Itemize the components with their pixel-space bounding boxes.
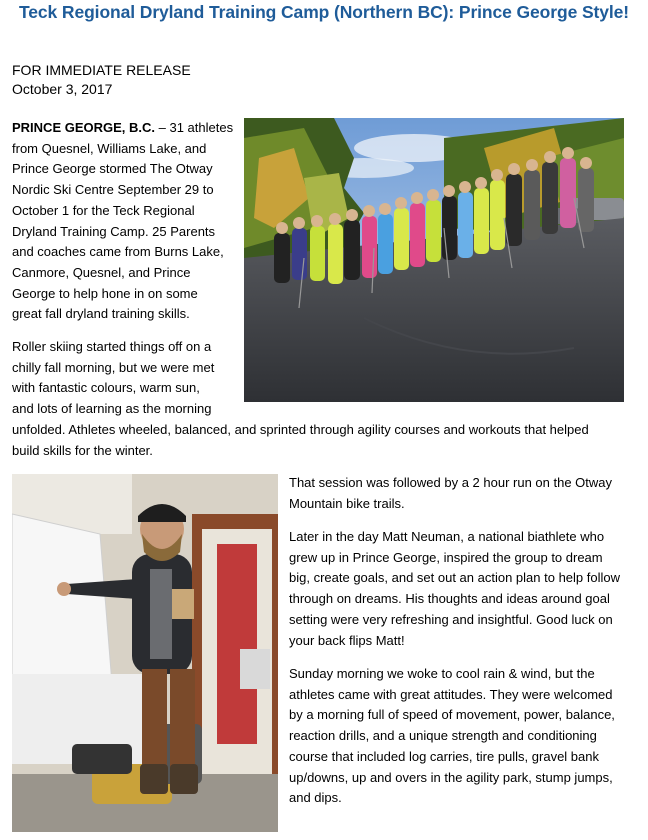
paragraph-line: build skills for the winter. — [12, 442, 153, 458]
paragraph-line: and lots of learning as the morning — [12, 401, 212, 417]
paragraph-line: course that included log carries, tire pulls, gravel bank — [289, 748, 599, 764]
paragraph-line: big, create goals, and set out an action plan to help follow — [289, 570, 620, 586]
paragraph-line: Nordic Ski Centre September 29 to — [12, 182, 214, 198]
paragraph-line: from Quesnel, Williams Lake, and — [12, 140, 207, 156]
paragraph-line: Prince George stormed The Otway — [12, 161, 213, 177]
paragraph-line: setting were very refreshing and insightful. Good luck on — [289, 611, 613, 627]
paragraph-line: your back flips Matt! — [289, 632, 405, 648]
paragraph-line: and dips. — [289, 790, 342, 806]
paragraph-line: Canmore, Quesnel, and Prince — [12, 264, 191, 280]
run-paragraph — [289, 473, 612, 514]
paragraph-line: great fall dryland training skills. — [12, 306, 190, 322]
paragraph-line: Later in the day Matt Neuman, a national biathlete who — [289, 529, 605, 544]
paragraph-line: up/downs, up and overs in the agility park, stump jumps, — [289, 769, 613, 785]
press-release-header — [12, 61, 191, 99]
release-date: October 3, 2017 — [12, 81, 113, 97]
release-label: FOR IMMEDIATE RELEASE — [12, 62, 191, 78]
speaker-photo — [12, 474, 278, 832]
page-title: Teck Regional Dryland Training Camp (Northern BC): Prince George Style! — [18, 2, 630, 22]
paragraph-line: chilly fall morning, but we were met — [12, 359, 215, 375]
intro-paragraph — [12, 118, 233, 325]
paragraph-line: athletes came with great attitudes. They were welcomed — [289, 686, 613, 702]
speaker-paragraph — [289, 527, 620, 651]
paragraph-line: Sunday morning we woke to cool rain & wind, but the — [289, 666, 595, 681]
paragraph-line: grew up in Prince George, inspired the group to dream — [289, 549, 603, 565]
paragraph-line: by a morning full of speed of movement, power, balance, — [289, 707, 615, 723]
paragraph-line: Dryland Training Camp. 25 Parents — [12, 223, 216, 239]
paragraph-line: October 1 for the Teck Regional — [12, 202, 195, 218]
paragraph-line: George to help hone in on some — [12, 285, 198, 301]
paragraph-line: PRINCE GEORGE, B.C. – 31 athletes — [12, 120, 234, 135]
paragraph-line: through on dreams. His thoughts and ideas around goal — [289, 591, 610, 607]
paragraph-line: with fantastic colours, warm sun, — [12, 380, 200, 396]
paragraph-line: reaction drills, and a unique strength and conditioning — [289, 728, 597, 744]
dateline: PRINCE GEORGE, B.C. — [12, 120, 156, 135]
paragraph-line: That session was followed by a 2 hour run on the Otway — [289, 475, 613, 490]
group-photo — [244, 118, 624, 402]
paragraph-line: and coaches came from Burns Lake, — [12, 244, 224, 260]
paragraph-line: Mountain bike trails. — [289, 495, 405, 511]
paragraph-line: Roller skiing started things off on a — [12, 339, 212, 354]
paragraph-line: unfolded. Athletes wheeled, balanced, and sprinted through agility courses and workouts that helped — [12, 421, 589, 437]
sunday-paragraph — [289, 664, 615, 809]
